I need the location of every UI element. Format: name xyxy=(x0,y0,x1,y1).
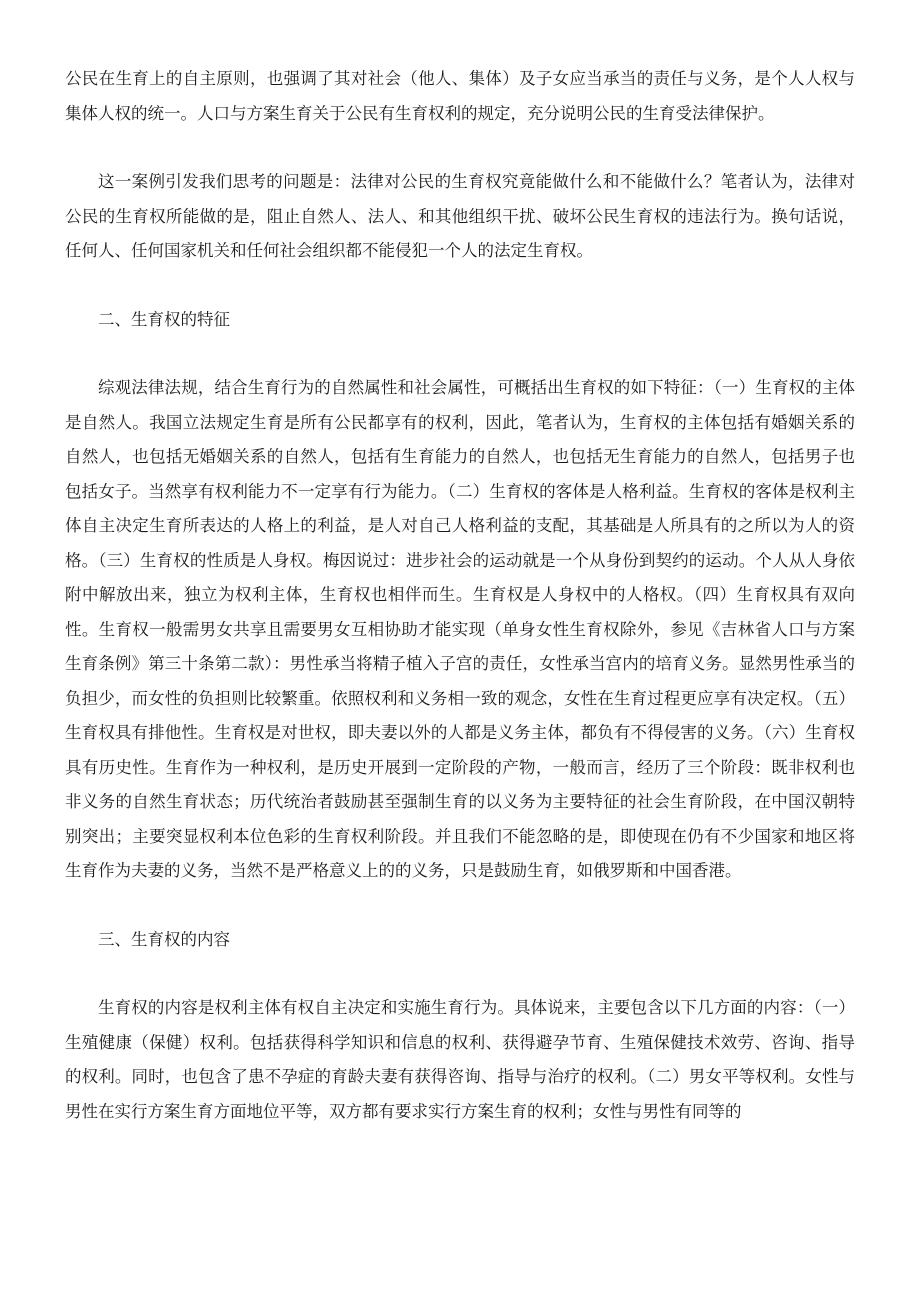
paragraph-4: 生育权的内容是权利主体有权自主决定和实施生育行为。具体说来，主要包含以下几方面的内容：（一）生殖健康（保健）权利。包括获得科学知识和信息的权利、获得避孕节育、生殖保健技术效劳、咨询、指导的权利。同时，也包含了患不孕症的育龄夫妻有获得咨询、指导与治疗的权利。（二）男女平等权利。女性与男性在实行方案生育方面地位平等，双方都有要求实行方案生育的权利；女性与男性有同等的 xyxy=(65,998,855,1121)
section-heading-2: 二、生育权的特征 xyxy=(98,309,230,329)
section-heading-3: 三、生育权的内容 xyxy=(98,929,230,949)
paragraph-3: 综观法律法规，结合生育行为的自然属性和社会属性，可概括出生育权的如下特征：（一）生育权的主体是自然人。我国立法规定生育是所有公民都享有的权利，因此，笔者认为，生育权的主体包括有婚姻关系的自然人，也包括无婚姻关系的自然人，包括有生育能力的自然人，也包括无生育能力的自然人，包括男子也包括女子。当然享有权利能力不一定享有行为能力。（二）生育权的客体是人格利益。生育权的客体是权利主体自主决定生育所表达的人格上的利益，是人对自己人格利益的支配，其基础是人所具有的之所以为人的资格。（三）生育权的性质是人身权。梅因说过：进步社会的运动就是一个从身份到契约的运动。个人从人身依附中解放出来，独立为权利主体，生育权也相伴而生。生育权是人身权中的人格权。（四）生育权具有双向性。生育权一般需男女共享且需要男女互相协助才能实现（单身女性生育权除外，参见《吉林省人口与方案生育条例》第三十条第二款）：男性承当将精子植入子宫的责任，女性承当宫内的培育义务。显然男性承当的负担少，而女性的负担则比较繁重。依照权利和义务相一致的观念，女性在生育过程更应享有决定权。（五）生育权具有排他性。生育权是对世权，即夫妻以外的人都是义务主体，都负有不得侵害的义务。（六）生育权具有历史性。生育作为一种权利，是历史开展到一定阶段的产物，一般而言，经历了三个阶段：既非权利也非义务的自然生育状态；历代统治者鼓励甚至强制生育的以义务为主要特征的社会生育阶段，在中国汉朝特别突出；主要突显权利本位色彩的生育权利阶段。并且我们不能忽略的是，即使现在仍有不少国家和地区将生育作为夫妻的义务，当然不是严格意义上的的义务，只是鼓励生育，如俄罗斯和中国香港。 xyxy=(65,378,855,880)
document-page xyxy=(65,62,855,1129)
paragraph-1: 公民在生育上的自主原则，也强调了其对社会（他人、集体）及子女应当承当的责任与义务，是个人人权与集体人权的统一。人口与方案生育关于公民有生育权利的规定，充分说明公民的生育受法律保护。 xyxy=(65,69,855,123)
paragraph-2: 这一案例引发我们思考的问题是：法律对公民的生育权究竟能做什么和不能做什么？笔者认为，法律对公民的生育权所能做的是，阻止自然人、法人、和其他组织干扰、破坏公民生育权的违法行为。换句话说，任何人、任何国家机关和任何社会组织都不能侵犯一个人的法定生育权。 xyxy=(65,172,855,260)
